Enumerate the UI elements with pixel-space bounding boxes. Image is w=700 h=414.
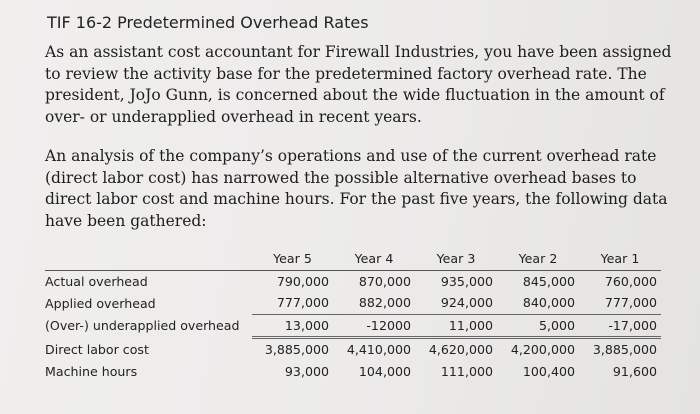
row-label: Applied overhead: [45, 295, 156, 311]
row-label: Direct labor cost: [45, 341, 149, 357]
year-header: Year 2: [497, 248, 579, 270]
table-row: [45, 270, 661, 292]
header-blank-cell: [45, 248, 252, 270]
table-cell: 100,400: [522, 363, 575, 379]
page-title: TIF 16-2 Predetermined Overhead Rates: [47, 13, 369, 32]
year-header: Year 5: [252, 248, 333, 270]
table-row: [45, 314, 661, 338]
table-row: [45, 338, 661, 361]
table-cell: 91,600: [612, 363, 657, 379]
table-cell: 4,620,000: [428, 342, 493, 358]
table-cell: 93,000: [284, 363, 329, 379]
analysis-paragraph: An analysis of the company’s operations and use of the current overhead rate (direct labor cost) has narrowed the possible alternative overhead bases to direct labor cost and machine hours. For the past five years, the following data have been gathered:: [45, 147, 668, 230]
table-cell: 3,885,000: [264, 342, 329, 358]
table-cell: 840,000: [497, 292, 579, 314]
table-cell: 111,000: [440, 363, 493, 379]
row-label: (Over-) underapplied overhead: [45, 318, 240, 334]
table-cell: 4,410,000: [346, 342, 411, 358]
table-cell: 760,000: [604, 273, 657, 289]
table-row: [45, 292, 661, 314]
table-cell: 11,000: [415, 314, 497, 338]
table-header-row: [45, 248, 661, 270]
table-cell: 870,000: [358, 273, 411, 289]
row-label: Actual overhead: [45, 273, 148, 289]
year-header: Year 3: [415, 248, 497, 270]
row-label: Machine hours: [45, 363, 138, 379]
table-cell: 924,000: [415, 292, 497, 314]
table-cell: 104,000: [358, 363, 411, 379]
table-cell: 845,000: [522, 273, 575, 289]
table-cell: 13,000: [252, 314, 333, 338]
intro-paragraph: As an assistant cost accountant for Firewall Industries, you have been assigned to review the activity base for the predetermined factory overhead rate. The president, JoJo Gunn, is concerned about the wide fluctuation in the amount of over- or underapplied overhead in recent years.: [45, 43, 672, 126]
table-cell: 5,000: [497, 314, 579, 338]
table-cell: 935,000: [440, 273, 493, 289]
table-cell: -12000: [333, 314, 415, 338]
table-cell: 882,000: [333, 292, 415, 314]
table-cell: 777,000: [252, 292, 333, 314]
table-row: [45, 361, 661, 383]
table-cell: 3,885,000: [592, 342, 657, 358]
year-header: Year 4: [333, 248, 415, 270]
table-cell: -17,000: [579, 314, 661, 338]
overhead-data-table: [45, 248, 661, 382]
table-cell: 790,000: [276, 273, 329, 289]
table-cell: 4,200,000: [510, 342, 575, 358]
table-cell: 777,000: [579, 292, 661, 314]
year-header: Year 1: [579, 248, 661, 270]
